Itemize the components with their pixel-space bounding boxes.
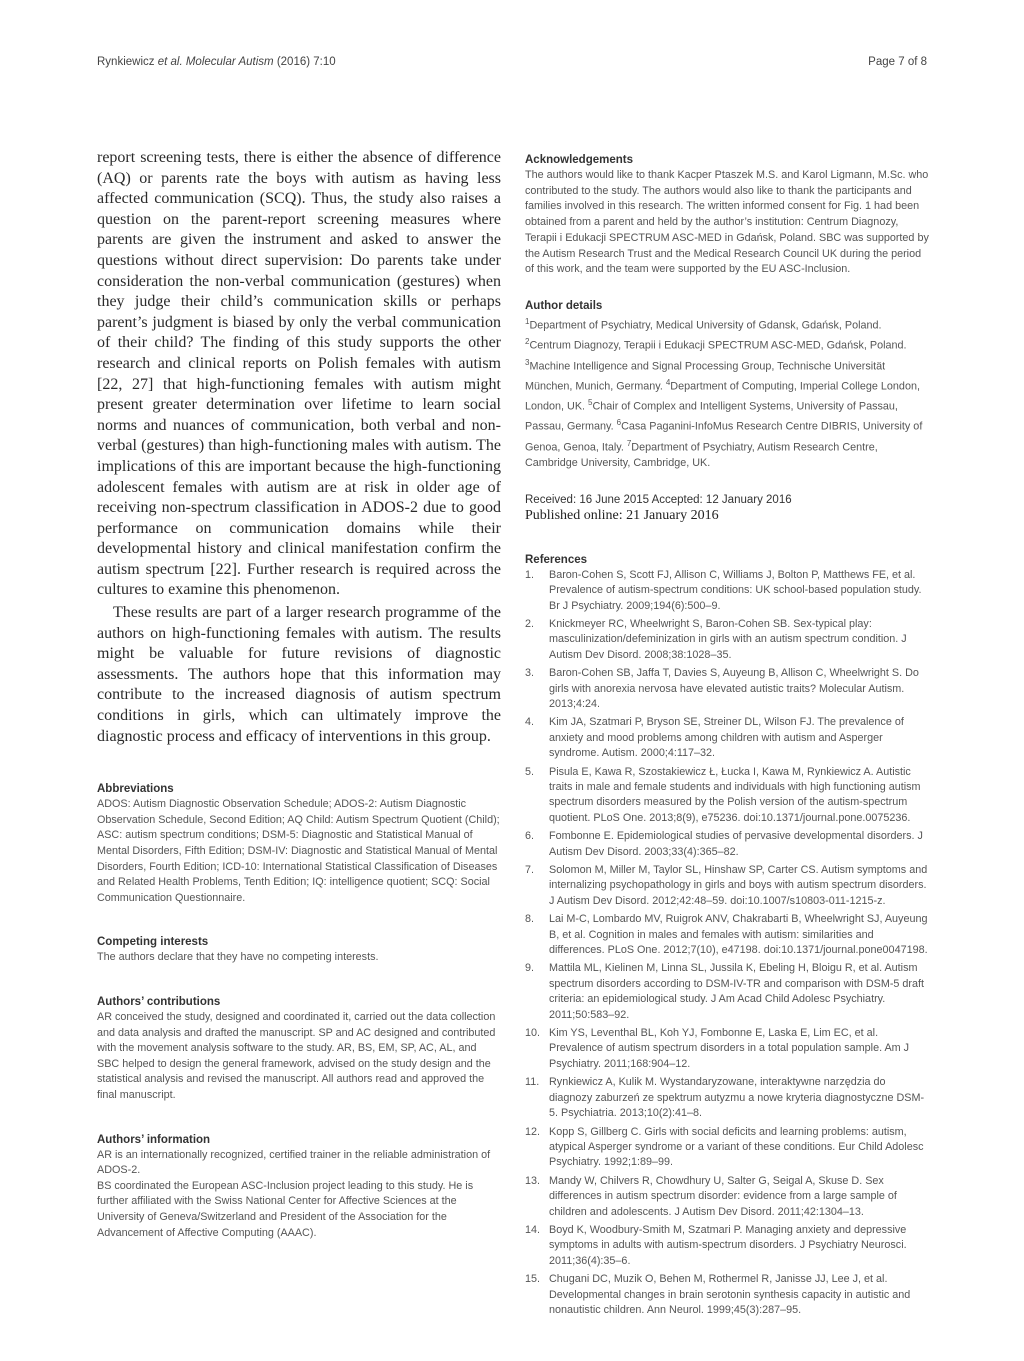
- published-online-date: Published online: 21 January 2016: [525, 507, 719, 523]
- affiliation-text: Chair of Complex and Intelligent Systems, University of Passau, Passau, Germany.: [525, 400, 898, 433]
- reference-text: Boyd K, Woodbury-Smith M, Szatmari P. Managing anxiety and depressive symptoms in adults with autism-spectrum disorders. J Psychiatry Neurosci. 2011;36(4):35–6.: [549, 1223, 907, 1267]
- reference-number: 10.: [525, 1027, 541, 1040]
- reference-text: Pisula E, Kawa R, Szostakiewicz Ł, Łucka I, Kawa M, Rynkiewicz A. Autistic traits in male and female students and individuals with high functioning autism spectrum disorders measured by the Polish version of the autism-spectrum quotient. PLoS One. 2013;8(9), e75236. doi:10.1371/journal.pone.0075236.: [549, 765, 921, 824]
- reference-item: [525, 765, 929, 827]
- reference-text: Knickmeyer RC, Wheelwright S, Baron-Cohen SB. Sex-typical play: masculinization/defeminization in girls with an autism spectrum condition. J Autism Dev Disord. 2008;38:1028–35.: [549, 617, 907, 661]
- header-citation: (2016) 7:10: [273, 56, 336, 68]
- reference-number: 12.: [525, 1125, 541, 1138]
- reference-number: 6.: [525, 830, 535, 843]
- abbreviations-text: ADOS: Autism Diagnostic Observation Schedule; ADOS-2: Autism Diagnostic Observation Schedule, Second Edition; AQ Child: Autism Spectrum Quotient (Child); ASC: autism spectrum conditions; DSM-5: Diagnostic and Statistical Manual of Mental Disorders, Fifth Edition; DSM-IV: Diagnostic and Statistical Manual of Mental Disorders, Fourth Edition; ICD-10: International Statistical Classification of Diseases and Related Health Problems, Tenth Edition; IQ: intelligence quotient; SCQ: Social Communication Questionnaire.: [97, 798, 500, 904]
- reference-number: 7.: [525, 864, 535, 877]
- reference-number: 2.: [525, 617, 535, 630]
- competing-interests-title: Competing interests: [97, 936, 209, 949]
- reference-number: 3.: [525, 667, 535, 680]
- reference-number: 5.: [525, 765, 535, 778]
- affiliation-text: Department of Psychiatry, Autism Research Centre, Cambridge University, Cambridge, UK.: [525, 441, 878, 469]
- reference-item: [525, 1125, 929, 1171]
- reference-item: [525, 666, 929, 712]
- reference-text: Rynkiewicz A, Kulik M. Wystandaryzowane, interaktywne narzędzia do diagnozy zaburzeń ze spektrum autyzmu a nowe kryteria diagnostyczne DSM-5. Psychiatria. 2013;10(2):41–8.: [549, 1076, 925, 1120]
- competing-interests-text: The authors declare that they have no competing interests.: [97, 951, 379, 964]
- affiliation-number: 7: [626, 438, 632, 448]
- reference-text: Lai M-C, Lombardo MV, Ruigrok ANV, Chakrabarti B, Wheelwright SJ, Auyeung B, et al. Cognition in males and females with autism: similarities and differences. PLoS One. 2012;7(10), e47198. doi:10.1371/journal.pone0047198.: [549, 913, 928, 957]
- affiliation-text: Department of Psychiatry, Medical University of Gdansk, Gdańsk, Poland.: [529, 319, 882, 332]
- acknowledgements-text: The authors would like to thank Kacper Ptaszek M.S. and Karol Ligmann, M.Sc. who contributed to the study. The authors would also like to thank the participants and families involved in this research. The written informed consent for Fig. 1 had been obtained from a parent and held by the author’s institution: Centrum Diagnozy, Terapii i Edukacji SPECTRUM ASC-MED in Gdańsk, Poland. SBC was supported by the Autism Research Trust and the Medical Research Council UK during the period of this work, and the team were supported by the EU ASC-Inclusion.: [525, 169, 929, 276]
- affiliation-number: 6: [616, 418, 622, 428]
- reference-item: [525, 568, 929, 614]
- reference-text: Solomon M, Miller M, Taylor SL, Hinshaw SP, Carter CS. Autism symptoms and internalizing psychopathology in girls and boys with autism spectrum disorders. J Autism Dev Disord. 2012;42:48–59. doi:10.1007/s10803-011-1215-z.: [549, 864, 928, 907]
- reference-text: Kim JA, Szatmari P, Bryson SE, Streiner DL, Wilson FJ. The prevalence of anxiety and mood problems among children with autism and Asperger syndrome. Autism. 2000;4:117–32.: [549, 716, 904, 760]
- reference-text: Baron-Cohen S, Scott FJ, Allison C, Williams J, Bolton P, Matthews FE, et al. Prevalence of autism-spectrum conditions: UK school-based population study. Br J Psychiatry. 2009;194(6):500–9.: [549, 568, 922, 612]
- reference-item: [525, 1174, 929, 1220]
- reference-item: [525, 863, 929, 909]
- affiliation-number: 1: [525, 316, 530, 326]
- authors-information-text-1: AR is an internationally recognized, certified trainer in the reliable administration of ADOS-2.: [97, 1148, 491, 1177]
- header-authors: Rynkiewicz: [97, 56, 158, 68]
- reference-number: 8.: [525, 913, 535, 926]
- affiliation-text: Centrum Diagnozy, Terapii i Edukacji SPECTRUM ASC-MED, Gdańsk, Poland.: [529, 339, 907, 352]
- author-details-title: Author details: [525, 299, 603, 312]
- left-column: [97, 148, 501, 1241]
- author-details-text: [525, 314, 929, 472]
- authors-information-section: [97, 1134, 501, 1242]
- abbreviations-section: [97, 783, 501, 906]
- dates-block: [525, 494, 929, 524]
- affiliation-text: Casa Paganini-InfoMus Research Centre DIBRIS, University of Genoa, Genoa, Italy.: [525, 421, 923, 454]
- references-section: [525, 554, 929, 1319]
- abbreviations-title: Abbreviations: [97, 783, 174, 796]
- page-number: Page 7 of 8: [868, 56, 927, 68]
- authors-contributions-section: [97, 996, 501, 1104]
- authors-information-title: Authors’ information: [97, 1133, 211, 1146]
- affiliation-number: 3: [525, 357, 530, 367]
- author-details-section: [525, 300, 929, 472]
- reference-number: 11.: [525, 1076, 540, 1089]
- competing-interests-section: [97, 936, 501, 966]
- affiliation-number: 2: [525, 337, 530, 347]
- reference-item: [525, 1272, 929, 1318]
- body-paragraph-2: These results are part of a larger research programme of the authors on high-functioning females with autism. The results might be valuable for future revisions of diagnostic assessments. The authors hope that this information may contribute to the increased diagnosis of autism spectrum conditions in girls, which can ultimately improve the diagnostic process and efficacy of interventions in this group.: [97, 604, 501, 745]
- reference-text: Kim YS, Leventhal BL, Koh YJ, Fombonne E, Laska E, Lim EC, et al. Prevalence of autism spectrum disorders in a total population sample. Am J Psychiatry. 2011;168:904–12.: [549, 1027, 910, 1070]
- reference-text: Baron-Cohen SB, Jaffa T, Davies S, Auyeung B, Allison C, Wheelwright S. Do girls with anorexia nervosa have elevated autistic traits? Molecular Autism. 2013;4:24.: [549, 667, 919, 710]
- authors-contributions-text: AR conceived the study, designed and coordinated it, carried out the data collection and data analysis and drafted the manuscript. SP and AC designed and contributed with the movement analysis software to the study. AR, BS, EM, SP, AC, AL, and SBC helped to design the general framework, advised on the study design and the statistical analysis and revised the manuscript. All authors read and approved the final manuscript.: [97, 1010, 496, 1101]
- reference-text: Chugani DC, Muzik O, Behen M, Rothermel R, Janisse JJ, Lee J, et al. Developmental changes in brain serotonin synthesis capacity in autistic and nonautistic children. Ann Neurol. 1999;45(3):287–95.: [549, 1273, 911, 1316]
- acknowledgements-title: Acknowledgements: [525, 154, 633, 166]
- reference-number: 1.: [525, 568, 535, 581]
- references-title: References: [525, 553, 588, 566]
- reference-item: [525, 1223, 929, 1269]
- reference-text: Mandy W, Chilvers R, Chowdhury U, Salter G, Seigal A, Skuse D. Sex differences in autism spectrum disorder: evidence from a large sample of children and adolescents. J Autism Dev Disord. 2011;42:1304–13.: [549, 1174, 897, 1218]
- acknowledgements-section: [525, 154, 929, 278]
- affiliation-text: Machine Intelligence and Signal Processing Group, Technische Universität München, Munich, Germany.: [525, 360, 886, 393]
- body-paragraph-1: report screening tests, there is either the absence of difference (AQ) or parents rate the boys with autism as having less affected communication (SCQ). Thus, the study also raises a question on the parent-report screening measures where parents are given the instrument and asked to answer the questions without direct supervision: Do parents take under consideration the non-verbal communication (gestures) when they judge their child’s communication skills or perhaps parent’s judgment is biased by only the verbal communication of their child? The finding of this study supports the other research and clinical reports on Polish females with autism [22, 27] that high-functioning females with autism might present greater determination over lifetime to learn social norms and nuances of communication, both verbal and non-verbal (gestures) than high-functioning males with autism. The implications of this are important because the high-functioning adolescent females with autism are at risk in older age of receiving non-spectrum classification in ADOS-2 due to good performance on communication domains while their developmental history and clinical manifestation confirm the autism spectrum [22]. Further research is required across the cultures to examine this phenomenon.: [97, 149, 501, 599]
- authors-contributions-title: Authors’ contributions: [97, 995, 221, 1008]
- reference-item: [525, 829, 929, 860]
- reference-list: [525, 568, 929, 1319]
- running-header: [97, 56, 336, 68]
- reference-number: 4.: [525, 716, 535, 729]
- reference-text: Kopp S, Gillberg C. Girls with social deficits and learning problems: autism, atypical Asperger syndrome or a variant of these conditions. Eur Child Adolesc Psychiatry. 1992;1:89–99.: [549, 1125, 924, 1169]
- reference-item: [525, 1026, 929, 1072]
- header-journal: Molecular Autism: [182, 56, 274, 68]
- authors-information-text-2: BS coordinated the European ASC-Inclusion project leading to this study. He is further affiliated with the Swiss National Center for Affective Sciences at the University of Geneva/Switzerland and President of the Association for the Advancement of Affective Computing (AAAC).: [97, 1179, 474, 1239]
- reference-text: Fombonne E. Epidemiological studies of pervasive developmental disorders. J Autism Dev Disord. 2003;33(4):365–82.: [549, 830, 923, 858]
- reference-item: [525, 912, 929, 958]
- reference-text: Mattila ML, Kielinen M, Linna SL, Jussila K, Ebeling H, Bloigu R, et al. Autism spectrum disorders according to DSM-IV-TR and comparison with DSM-5 draft criteria: an epidemiological study. J Am Acad Child Adolesc Psychiatry. 2011;50:583–92.: [549, 962, 925, 1021]
- reference-item: [525, 617, 929, 663]
- reference-item: [525, 715, 929, 761]
- reference-number: 15.: [525, 1273, 541, 1286]
- affiliation-number: 4: [665, 377, 671, 387]
- reference-number: 13.: [525, 1174, 541, 1187]
- reference-item: [525, 1075, 929, 1121]
- affiliation-text: Department of Computing, Imperial College London, London, UK.: [525, 380, 920, 413]
- received-accepted-dates: Received: 16 June 2015 Accepted: 12 January 2016: [525, 493, 792, 506]
- reference-item: [525, 961, 929, 1023]
- reference-number: 14.: [525, 1223, 541, 1236]
- right-column: [525, 154, 929, 1321]
- affiliation-number: 5: [588, 398, 593, 408]
- header-etal: et al.: [157, 56, 183, 68]
- reference-number: 9.: [525, 962, 535, 975]
